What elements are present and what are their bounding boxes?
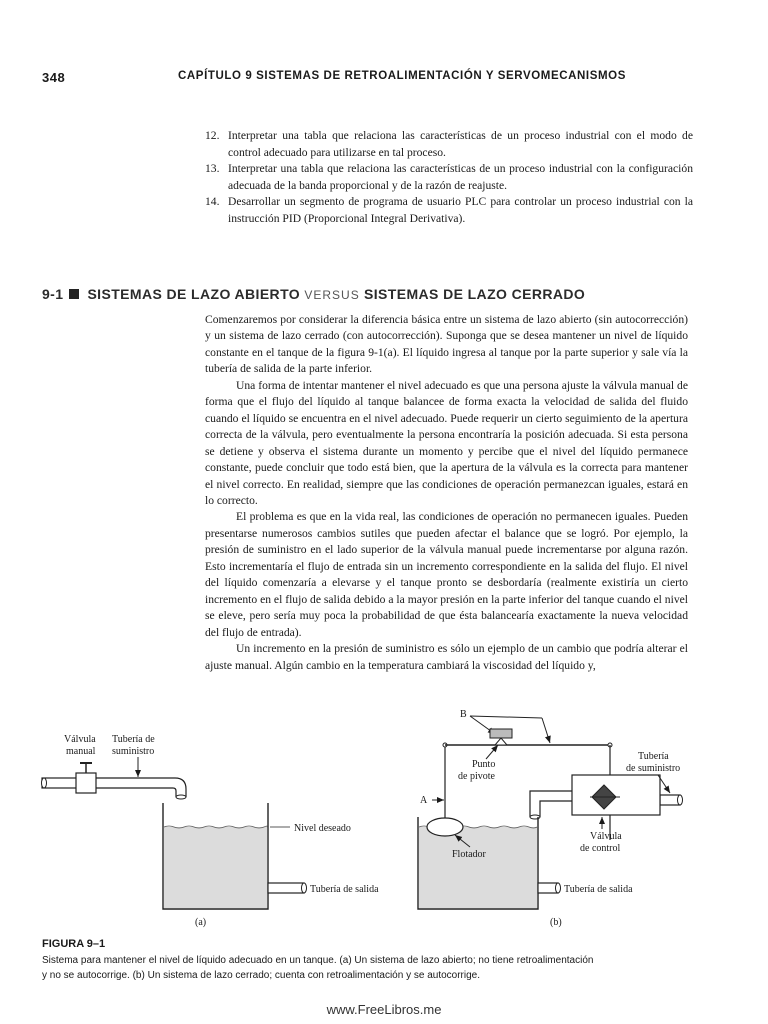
sublabel-b: (b): [550, 917, 562, 928]
section-versus: VERSUS: [304, 288, 360, 302]
figure-caption-line: Sistema para mantener el nivel de líquido adecuado en un tanque. (a) Un sistema de lazo abierto; no tiene retroalimentación: [42, 955, 594, 966]
list-item-text: Interpretar una tabla que relaciona las características de un proceso industrial con el modo de control adecuado para utilizarse en tal proceso.: [228, 129, 693, 159]
manual-valve: [76, 773, 96, 793]
label-valvula: Válvula: [64, 734, 96, 745]
list-item: [205, 128, 693, 161]
label-suministro: suministro: [112, 746, 155, 757]
control-valve: [572, 775, 660, 815]
chapter-title: CAPÍTULO 9 SISTEMAS DE RETROALIMENTACIÓN Y SERVOMECANISMOS: [178, 70, 626, 82]
label-b: B: [460, 709, 467, 720]
label-tuberia-de: Tubería de: [112, 734, 155, 745]
figure-9-1-diagram: [40, 705, 730, 933]
section-title-b: SISTEMAS DE LAZO CERRADO: [364, 286, 586, 302]
paragraph: Un incremento en la presión de suministro es sólo un ejemplo de un cambio que podría alterar el ajuste manual. Algún cambio en la temperatura cambiará la viscosidad del líquido y,: [205, 642, 688, 672]
figure-caption-line: y no se autocorrige. (b) Un sistema de lazo cerrado; cuenta con retroalimentación y se autocorrige.: [42, 970, 480, 981]
liquid-a: [164, 827, 267, 908]
list-item-number: 12.: [205, 129, 220, 142]
objectives-list: [205, 128, 693, 227]
list-item-number: 14.: [205, 195, 220, 208]
label-de-control: de control: [580, 843, 621, 854]
label-de-pivote: de pivote: [458, 771, 495, 782]
label-nivel-deseado: Nivel deseado: [294, 823, 351, 834]
pivot-point-icon: [495, 738, 507, 745]
figure-caption: [42, 953, 692, 983]
label-flotador: Flotador: [452, 849, 486, 860]
label-punto: Punto: [472, 759, 496, 770]
pivot-support: [490, 729, 512, 738]
list-item: [205, 161, 693, 194]
diagram-b: [418, 709, 683, 928]
valve-to-tank-pipe: [530, 791, 572, 817]
sublabel-a: (a): [195, 917, 207, 928]
section-number: 9-1: [42, 286, 64, 302]
label-de-suministro: de suministro: [626, 763, 681, 774]
label-manual: manual: [66, 746, 96, 757]
pipe-end: [42, 778, 47, 788]
section-title-a: SISTEMAS DE LAZO ABIERTO: [87, 286, 301, 302]
float: [427, 818, 463, 836]
footer-watermark: www.FreeLibros.me: [326, 1002, 442, 1017]
list-item: [205, 194, 693, 227]
diagram-a: [42, 734, 380, 928]
figure-label: FIGURA 9–1: [42, 938, 106, 950]
label-tuberia-salida-b: Tubería de salida: [564, 884, 633, 895]
label-tuberia: Tubería: [638, 751, 669, 762]
page-number: 348: [42, 70, 66, 85]
supply-pipe: [42, 778, 78, 788]
label-valvula-b: Válvula: [590, 831, 622, 842]
list-item-text: Interpretar una tabla que relaciona las características de un proceso industrial con la configuración adecuada de la banda proporcional y de la razón de reajuste.: [228, 162, 693, 192]
paragraph: Comenzaremos por considerar la diferencia básica entre un sistema de lazo abierto (sin autocorrección) y un sistema de lazo cerrado (con autocorrección). Suponga que se desea mantener un nivel de líquido constante en el tanque de la figura 9-1(a). El líquido ingresa al tanque por la parte superior y sale vía la tubería de salida de la parte inferior.: [205, 313, 688, 376]
list-item-text: Desarrollar un segmento de programa de usuario PLC para controlar un proceso industrial con la instrucción PID (Proporcional Integral Derivativa).: [228, 195, 693, 225]
label-a: A: [420, 795, 428, 806]
outlet-pipe-a: [268, 883, 304, 893]
body-text: [205, 312, 688, 674]
paragraph: Una forma de intentar mantener el nivel adecuado es que una persona ajuste la válvula manual de forma que el flujo del líquido al tanque balancee de forma exacta la velocidad de salida del fluido cuando el líquido se encuentra en el nivel adecuado. Puede requerir un cierto seguimiento de la apertura correcta de la válvula, pero eventualmente la persona encontraría la posición adecuada. Si esta persona se detiene y observa el sistema durante un momento y percibe que el nivel del líquido permanece constante, puede concluir que todo está bien, que la apertura de la válvula es la correcta para mantener el nivel correcto. En realidad, siempre que las condiciones de operación permanezcan iguales, estará en lo correcto.: [205, 378, 688, 507]
label-tuberia-salida-a: Tubería de salida: [310, 884, 379, 895]
section-heading: [42, 286, 585, 302]
list-item-number: 13.: [205, 162, 220, 175]
liquid-b: [419, 827, 537, 908]
square-bullet-icon: [69, 289, 79, 299]
paragraph: El problema es que en la vida real, las condiciones de operación no permanecen iguales. Pueden presentarse numerosos cambios sutiles que pueden afectar el balance que se logró. Por ejemplo, la presión de suministro en el lado superior de la válvula manual puede incrementarse por alguna razón. Esto incrementaría el flujo de entrada sin un incremento correspondiente en la salida del flujo. El nivel del líquido comenzaría a elevarse y el tanque pronto se desbordaría (realmente existiría un cierto incremento en el flujo de salida debido a la mayor presión en la parte inferior del tanque cuando el nivel se eleve, pero sería muy poca la probabilidad de que ésta balancearía exactamente la nueva velocidad del flujo de entrada).: [205, 510, 688, 639]
